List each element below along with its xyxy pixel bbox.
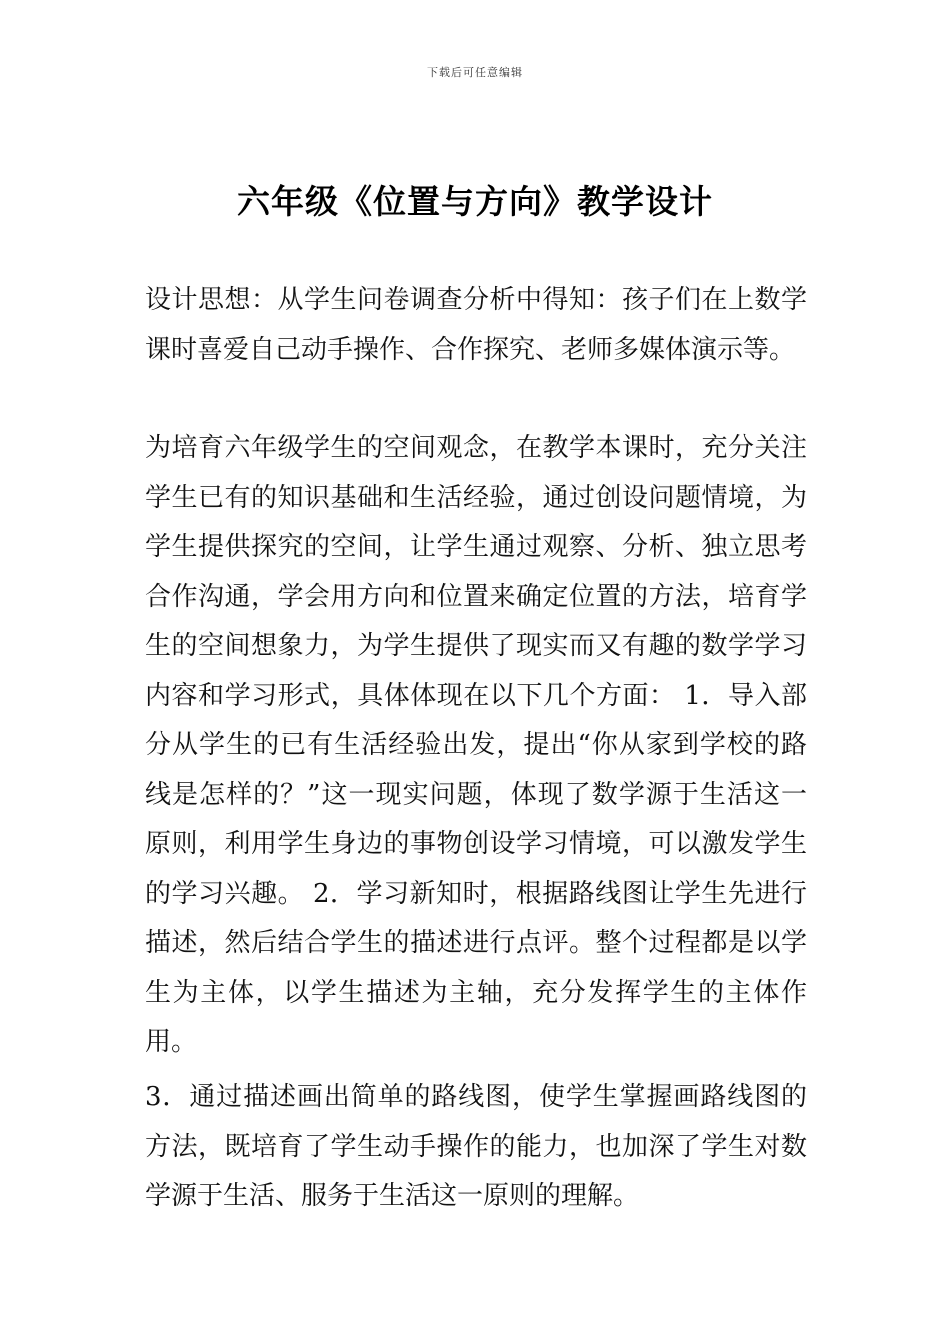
- document-title: 六年级《位置与方向》教学设计: [237, 182, 713, 221]
- header-note: 下载后可任意编辑: [427, 66, 523, 79]
- paragraph-route-map: 3．通过描述画出简单的路线图，使学生掌握画路线图的方法，既培育了学生动手操作的能力，也加深了学生对数学源于生活、服务于生活这一原则的理解。: [145, 1082, 807, 1211]
- paragraph-design-idea: 设计思想：从学生问卷调查分析中得知：孩子们在上数学课时喜爱自己动手操作、合作探究、老师多媒体演示等。: [145, 285, 807, 365]
- paragraph-spatial-concept: 为培育六年级学生的空间观念，在教学本课时，充分关注学生已有的知识基础和生活经验，通过创设问题情境，为学生提供探究的空间，让学生通过观察、分析、独立思考合作沟通，学会用方向和位置来确定位置的方法，培育学生的空间想象力，为学生提供了现实而又有趣的数学学习内容和学习形式，具体体现在以下几个方面： 1．导入部分从学生的已有生活经验出发，提出“你从家到学校的路线是怎样的？”这一现实问题，体现了数学源于生活这一原则，利用学生身边的事物创设学习情境，可以激发学生的学习兴趣。 2．学习新知时，根据路线图让学生先进行描述，然后结合学生的描述进行点评。整个过程都是以学生为主体，以学生描述为主轴，充分发挥学生的主体作用。: [145, 433, 807, 1057]
